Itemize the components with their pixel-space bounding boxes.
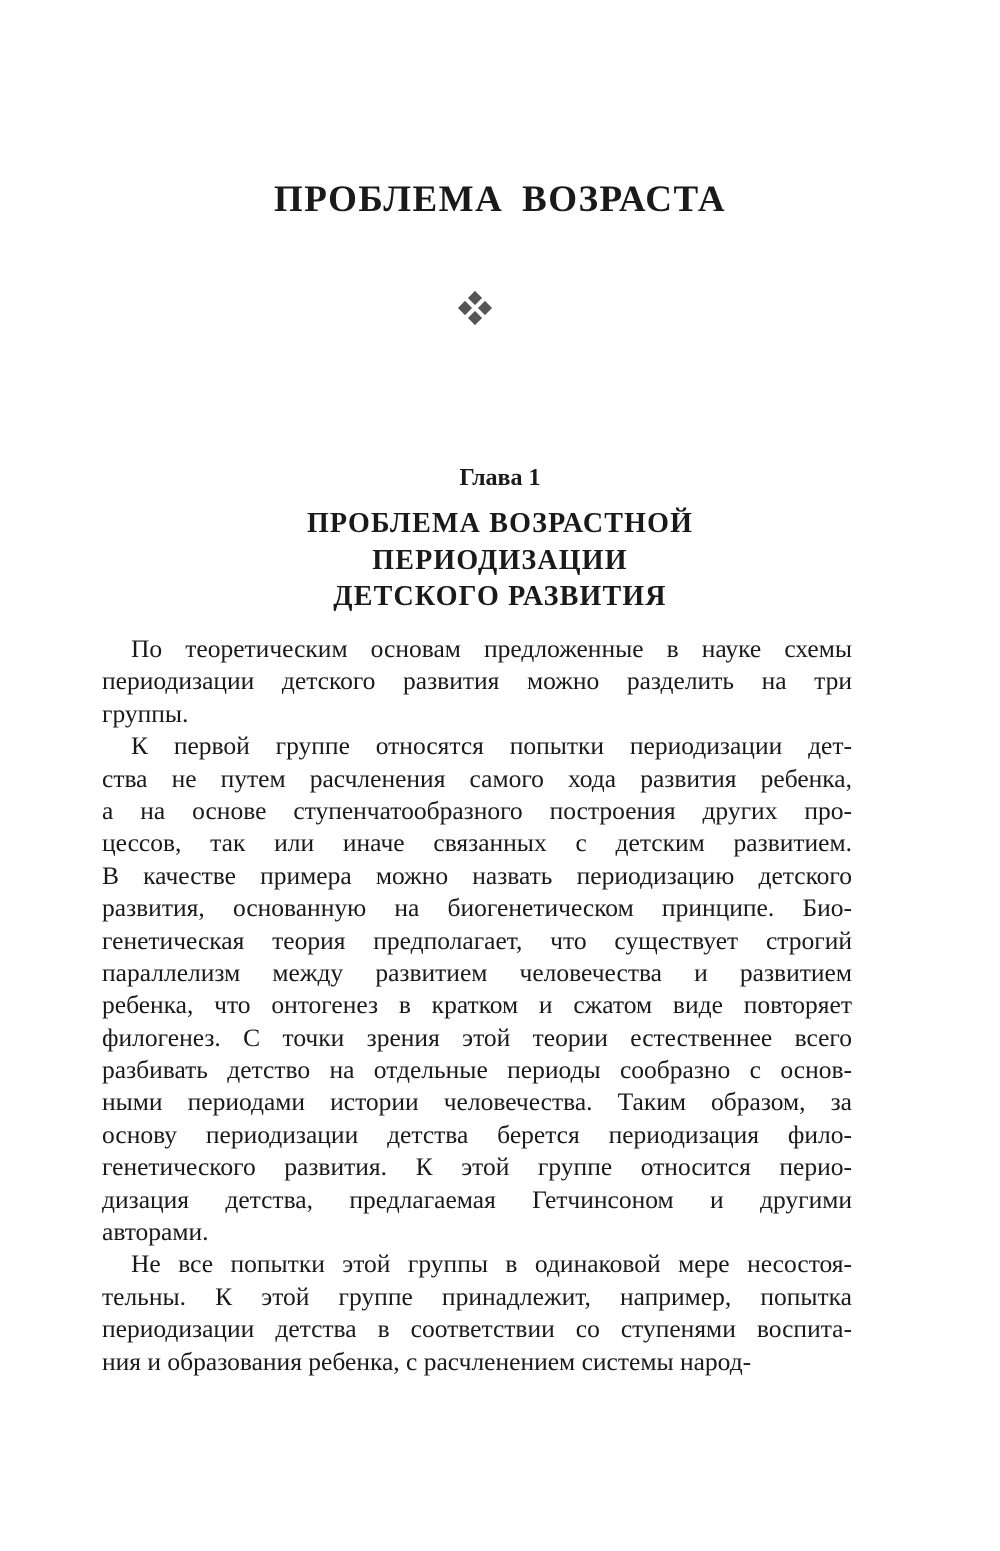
text-line: В качестве примера можно назвать периодизацию детского <box>102 860 852 890</box>
text-line: К первой группе относятся попытки периодизации дет- <box>131 731 852 761</box>
chapter-title-line: ДЕТСКОГО РАЗВИТИЯ <box>333 581 667 612</box>
text-line: развития, основанную на биогенетическом принципе. Био- <box>102 893 852 923</box>
text-line: По теоретическим основам предложенные в науке схемы <box>131 634 852 663</box>
ornament-icon <box>456 290 496 330</box>
text-line: основу периодизации детства берется периодизация фило- <box>102 1119 852 1149</box>
chapter-title <box>0 506 1000 616</box>
chapter-title-line: ПРОБЛЕМА ВОЗРАСТНОЙ <box>306 508 694 539</box>
text-line: группы. <box>102 698 189 728</box>
body-text <box>102 633 852 1378</box>
text-line: а на основе ступенчатообразного построения других про- <box>102 795 852 825</box>
text-line: филогенез. С точки зрения этой теории естественнее всего <box>102 1022 852 1052</box>
part-title: ПРОБЛЕМА ВОЗРАСТА <box>273 179 727 220</box>
chapter-title-line: ПЕРИОДИЗАЦИИ <box>372 544 628 576</box>
text-line: разбивать детство на отдельные периоды сообразно с основ- <box>102 1055 852 1085</box>
text-line: ния и образования ребенка, с расчленением системы народ- <box>102 1346 752 1376</box>
text-line: авторами. <box>102 1217 209 1247</box>
text-line: генетического развития. К этой группе относится перио- <box>102 1152 852 1182</box>
text-line: периодизации детского развития можно разделить на три <box>102 666 852 696</box>
text-line: ными периодами истории человечества. Таким образом, за <box>102 1087 852 1117</box>
text-line: генетическая теория предполагает, что существует строгий <box>102 925 852 955</box>
text-line: Не все попытки этой группы в одинаковой мере несостоя- <box>131 1249 852 1279</box>
chapter-number: Глава 1 <box>459 465 541 491</box>
text-line: ства не путем расчленения самого хода развития ребенка, <box>102 763 852 793</box>
text-line: периодизации детства в соответствии со ступенями воспита- <box>102 1314 852 1344</box>
text-line: цессов, так или иначе связанных с детским развитием. <box>102 828 852 858</box>
text-line: дизация детства, предлагаемая Гетчинсоном и другими <box>102 1184 852 1214</box>
text-line: параллелизм между развитием человечества и развитием <box>102 957 852 987</box>
text-line: ребенка, что онтогенез в кратком и сжатом виде повторяет <box>102 990 852 1020</box>
text-line: тельны. К этой группе принадлежит, например, попытка <box>102 1281 852 1311</box>
